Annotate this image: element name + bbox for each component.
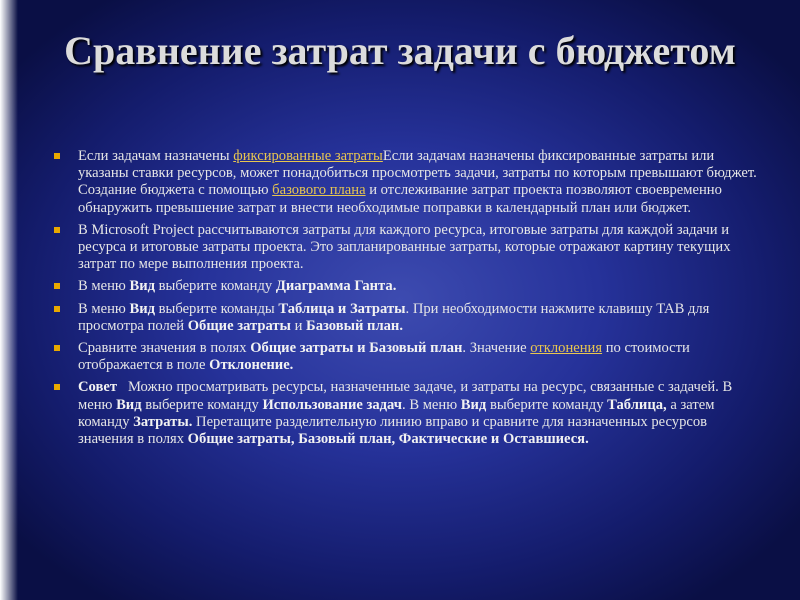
- square-bullet-icon: [54, 345, 60, 351]
- square-bullet-icon: [54, 227, 60, 233]
- menu-name: Вид: [116, 396, 142, 413]
- bullet-item-table-costs: [54, 301, 758, 335]
- item-text: Если задачам назначены: [78, 148, 234, 164]
- item-text: Перетащите разделительную линию вправо и сравните для назначенных ресурсов значения в полях: [78, 413, 708, 448]
- square-bullet-icon: [54, 283, 60, 289]
- item-text: и отслеживание затрат проекта позволяют своевременно обнаружить превышение затрат и внести необходимые поправки в календарный план или бюджет.: [78, 182, 722, 216]
- item-text: и: [290, 317, 307, 334]
- slide-title: Сравнение затрат задачи с бюджетом: [64, 28, 736, 73]
- command-name: Использование задач: [262, 396, 403, 413]
- bullet-item-project-costs: [54, 222, 758, 274]
- square-bullet-icon: [54, 153, 60, 159]
- item-text: выберите команду: [141, 396, 263, 413]
- slide-edge-highlight: [0, 0, 18, 600]
- item-text: выберите команду: [155, 278, 276, 295]
- bullet-item-compare: [54, 340, 758, 374]
- command-name: Таблица,: [607, 396, 667, 413]
- bullet-list: [54, 148, 758, 453]
- bullet-item-tip: [54, 379, 758, 448]
- field-name: Отклонение.: [209, 357, 294, 374]
- menu-name: Вид: [129, 278, 155, 295]
- item-text: Если задачам назначены фиксированные затраты или указаны ставки ресурсов, может понадобиться просмотреть задачи, затраты по которым превышают бюджет. Создание бюджета с помощью: [78, 148, 757, 199]
- bullet-item-fixed-costs: [54, 148, 758, 217]
- square-bullet-icon: [54, 306, 60, 312]
- item-text: а затем команду: [78, 396, 715, 430]
- command-name: Таблица и Затраты: [278, 300, 406, 317]
- variance-link[interactable]: отклонения: [530, 340, 603, 357]
- command-name: Затраты.: [133, 413, 193, 430]
- item-text: выберите команду: [486, 396, 608, 413]
- field-name: Общие затраты и Базовый план: [250, 340, 463, 357]
- tip-label: Совет: [78, 379, 117, 396]
- item-text: В меню: [78, 278, 130, 295]
- item-text: В меню: [78, 300, 130, 317]
- field-name: Общие затраты: [187, 317, 291, 334]
- menu-name: Вид: [129, 300, 155, 317]
- item-text: Можно просматривать ресурсы, назначенные задаче, и затраты на ресурс, связанные с задачей. В меню: [78, 379, 736, 413]
- item-text: . При необходимости нажмите клавишу TAB для просмотра полей: [78, 300, 710, 334]
- item-text: выберите команды: [155, 300, 279, 317]
- item-text: . В меню: [402, 396, 461, 413]
- baseline-plan-link[interactable]: базового плана: [272, 182, 366, 199]
- item-text: Сравните значения в полях: [78, 340, 251, 357]
- fixed-costs-link[interactable]: фиксированные затраты: [233, 148, 383, 164]
- command-name: Диаграмма Ганта.: [275, 278, 397, 295]
- bullet-item-gantt: [54, 278, 758, 295]
- menu-name: Вид: [460, 396, 487, 413]
- item-text: В Microsoft Project рассчитываются затраты для каждого ресурса, итоговые затраты для каждой задачи и ресурса и итоговые затраты проекта. Это запланированные затраты, которые отражают картину текущих затрат по мере выполнения проекта.: [78, 221, 731, 273]
- square-bullet-icon: [54, 384, 60, 390]
- field-name: Общие затраты, Базовый план, Фактические и Оставшиеся.: [187, 431, 589, 448]
- field-name: Базовый план.: [306, 317, 403, 334]
- item-text: по стоимости отображается в поле: [78, 340, 690, 374]
- item-text: . Значение: [462, 340, 531, 357]
